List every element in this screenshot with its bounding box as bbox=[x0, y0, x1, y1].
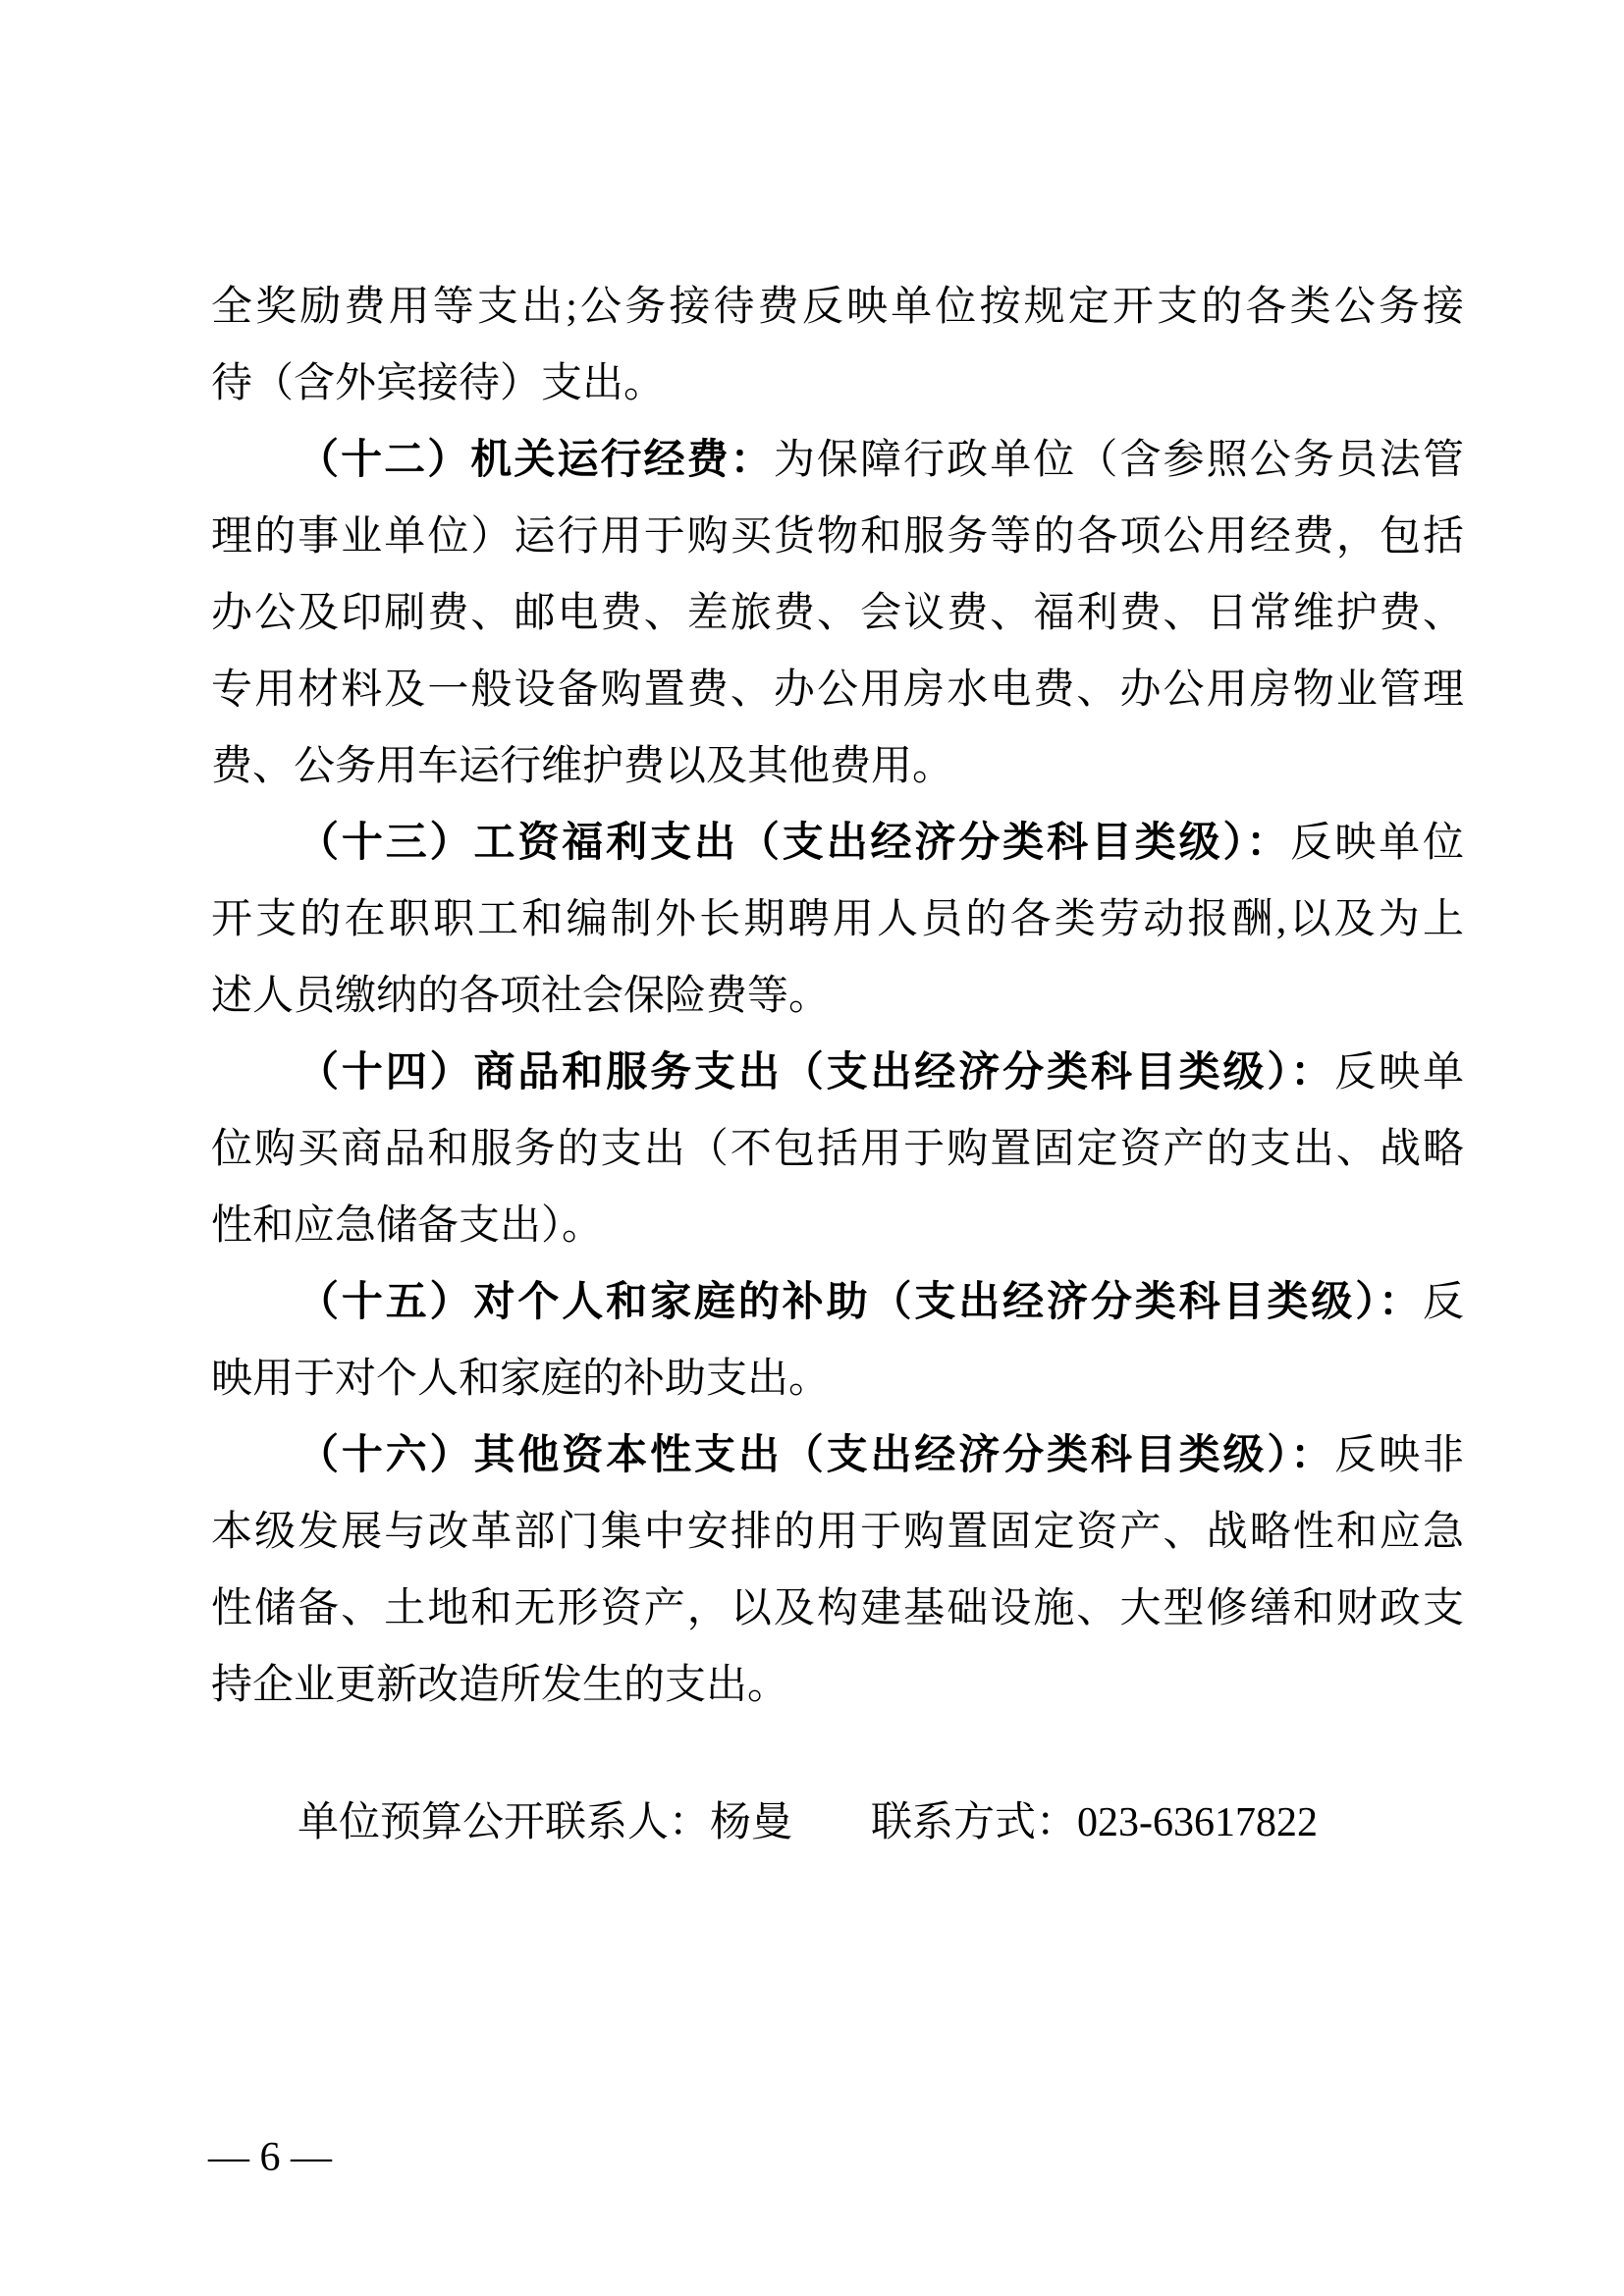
line-text: 为保障行政单位（含参照公务员法管 bbox=[773, 438, 1464, 483]
text-line bbox=[211, 1035, 1464, 1111]
line-text: 开支的在职职工和编制外长期聘用人员的各类劳动报酬,以及为上 bbox=[211, 897, 1464, 942]
line-text: 待（含外宾接待）支出。 bbox=[211, 361, 666, 406]
text-line bbox=[211, 958, 1464, 1035]
line-text: 映用于对个人和家庭的补助支出。 bbox=[211, 1357, 831, 1402]
line-text: 反映非 bbox=[1334, 1433, 1464, 1478]
line-text: 反 bbox=[1422, 1280, 1464, 1325]
line-text: 持企业更新改造所发生的支出。 bbox=[211, 1663, 789, 1708]
text-line bbox=[211, 881, 1464, 958]
line-text: 费、公务用车运行维护费以及其他费用。 bbox=[211, 744, 954, 789]
text-line bbox=[211, 728, 1464, 805]
contact-line bbox=[211, 1785, 1464, 1861]
section-heading: （十三）工资福利支出（支出经济分类科目类级）： bbox=[298, 821, 1291, 866]
text-line bbox=[211, 575, 1464, 652]
line-text: 述人员缴纳的各项社会保险费等。 bbox=[211, 974, 831, 1019]
text-line bbox=[211, 1647, 1464, 1724]
line-text: 专用材料及一般设备购置费、办公用房水电费、办公用房物业管理 bbox=[211, 667, 1464, 713]
page-number: — 6 — bbox=[208, 2135, 332, 2180]
line-text: 位购买商品和服务的支出（不包括用于购置固定资产的支出、战略 bbox=[211, 1127, 1464, 1172]
section-heading: （十六）其他资本性支出（支出经济分类科目类级）： bbox=[298, 1433, 1335, 1478]
line-text: 性和应急储备支出）。 bbox=[211, 1203, 604, 1249]
line-text: 本级发展与改革部门集中安排的用于购置固定资产、战略性和应急 bbox=[211, 1510, 1464, 1555]
text-line bbox=[211, 1188, 1464, 1264]
text-line bbox=[211, 805, 1464, 881]
text-line bbox=[211, 346, 1464, 422]
text-line bbox=[211, 269, 1464, 346]
text-line bbox=[211, 652, 1464, 728]
text-line bbox=[211, 422, 1464, 499]
line-text: 性储备、土地和无形资产，以及构建基础设施、大型修缮和财政支 bbox=[211, 1586, 1464, 1631]
text-line bbox=[211, 499, 1464, 575]
contact-person: 单位预算公开联系人：杨曼 bbox=[298, 1800, 793, 1845]
text-line bbox=[211, 1494, 1464, 1571]
text-line bbox=[211, 1341, 1464, 1417]
section-heading: （十四）商品和服务支出（支出经济分类科目类级）： bbox=[298, 1050, 1335, 1095]
line-text: 反映单 bbox=[1334, 1050, 1464, 1095]
text-line bbox=[211, 1571, 1464, 1647]
body-text bbox=[211, 269, 1464, 1861]
line-text: 理的事业单位）运行用于购买货物和服务等的各项公用经费，包括 bbox=[211, 514, 1464, 560]
text-line bbox=[211, 1264, 1464, 1341]
line-text: 全奖励费用等支出;公务接待费反映单位按规定开支的各类公务接 bbox=[211, 285, 1464, 330]
line-text: 办公及印刷费、邮电费、差旅费、会议费、福利费、日常维护费、 bbox=[211, 591, 1464, 636]
contact-phone: 联系方式：023-63617822 bbox=[871, 1800, 1319, 1845]
text-line bbox=[211, 1417, 1464, 1494]
section-heading: （十五）对个人和家庭的补助（支出经济分类科目类级）： bbox=[298, 1280, 1423, 1325]
section-heading: （十二）机关运行经费： bbox=[298, 438, 774, 483]
text-line bbox=[211, 1111, 1464, 1188]
line-text: 反映单位 bbox=[1290, 821, 1464, 866]
